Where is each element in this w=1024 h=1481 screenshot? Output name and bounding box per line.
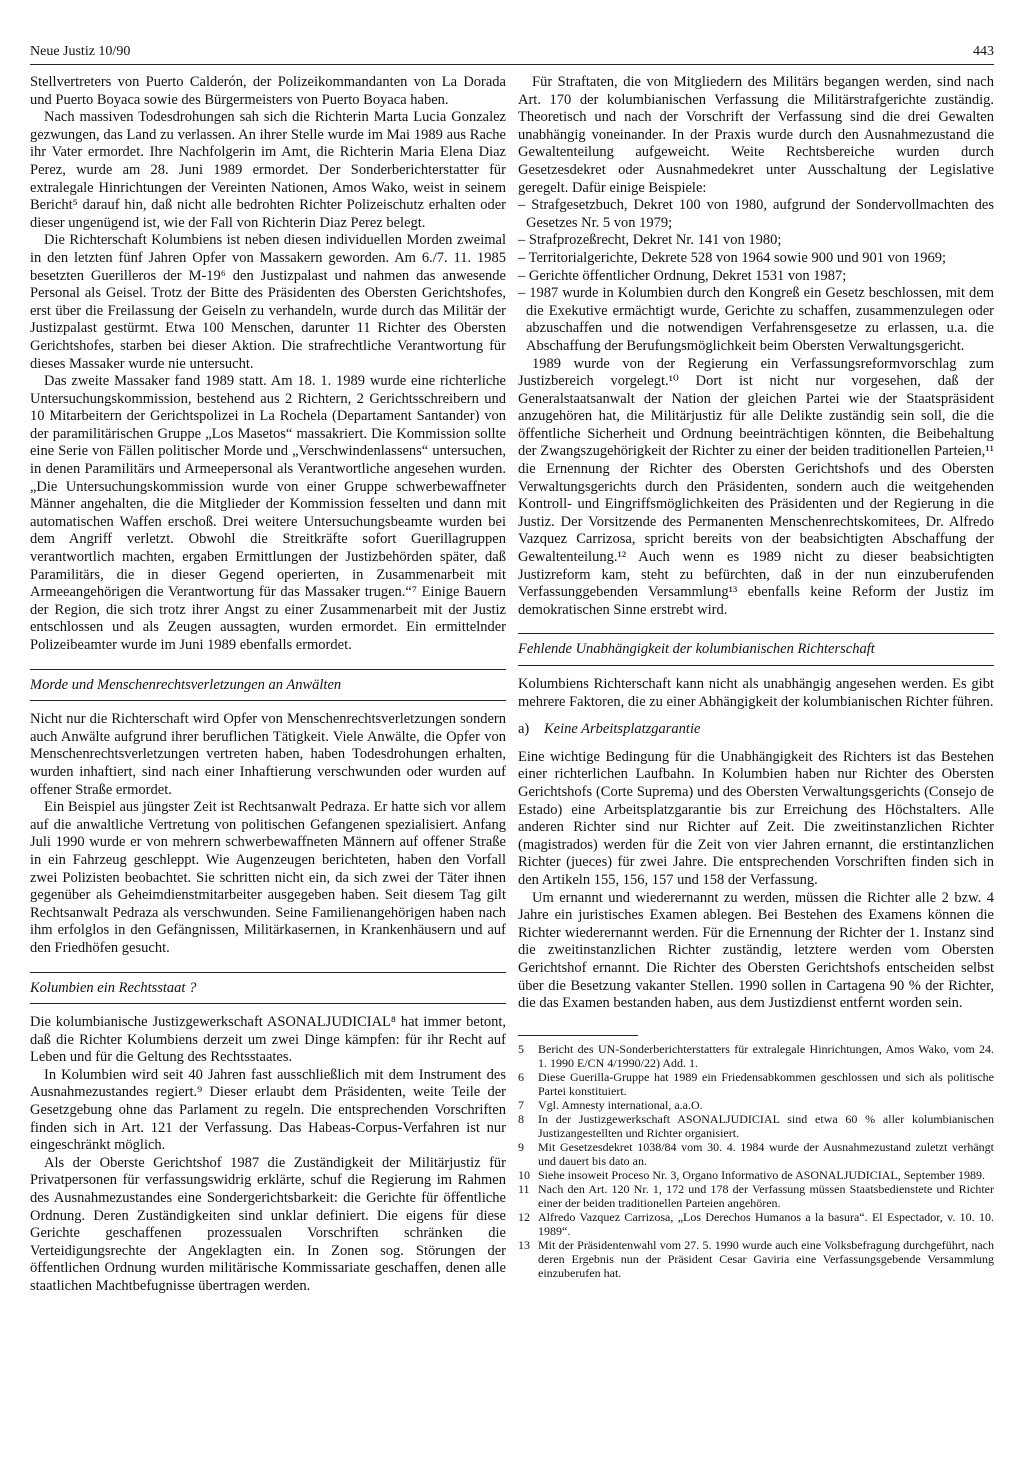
right-column [518, 74, 994, 1280]
footnote-number: 11 [518, 1181, 530, 1196]
footnote-number: 13 [518, 1237, 530, 1252]
footnote-text: Diese Guerilla-Gruppe hat 1989 ein Friedensabkommen geschlossen und sich als politische Partei konstituiert. [538, 1069, 994, 1098]
footnote-text: Siehe insoweit Proceso Nr. 3, Organo Informativo de ASONALJUDICIAL, September 1989. [538, 1167, 986, 1182]
subsection-label: a) [518, 721, 530, 738]
paragraph: Die Richterschaft Kolumbiens ist neben diesen individuellen Morden zweimal in den letzten fünf Jahren Opfer von Massakern geworden. Am 6./7. 11. 1985 besetzten Guerilleros der M-19⁶ den Justizpalast und nahmen das anwesende Personal als Geisel. Trotz der Bitte des Präsidenten des Obersten Gerichtshofes, erst über die Freilassung der Geiseln zu verhandeln, wurde durch das Militär der Justizpalast gestürmt. Etwa 100 Menschen, darunter 11 Richter des Obersten Gerichtshofes, starben bei dieser Aktion. Die strafrechtliche Verantwortung für dieses Massaker wurde nie untersucht. [30, 232, 506, 372]
paragraph: 1989 wurde von der Regierung ein Verfassungsreformvorschlag zum Justizbereich vorgelegt.¹⁰ Dort ist nicht nur vorgesehen, daß der Generalstaatsanwalt der Nation der gleichen Partei wie der Staatspräsident anzugehören hat, die Militärjustiz für alle Delikte zuständig sein soll, die die öffentliche Sicherheit und Ordnung beeinträchtigen könnten, die Beibehaltung der Zwangszugehörigkeit der Richter zu einer der beiden traditionellen Parteien,¹¹ die Ernennung der Richter des Obersten Gerichtshofs und des Obersten Verwaltungsgerichts durch den Präsidenten, sondern auch die weitgehenden Kontroll- und Eingriffsmöglichkeiten des Präsidenten und der Regierung in die Justiz. Der Vorsitzende des Permanenten Menschenrechtskomitees, Dr. Alfredo Vazquez Carrizosa, spricht bereits von der beabsichtigten Abschaffung der Gewaltenteilung.¹² Auch wenn es 1989 nicht zu dieser beabsichtigten Justizreform kam, steht zu befürchten, daß in der nun einzuberufenden Verfassunggebenden Versammlung¹³ ebenfalls keine Reform der Justiz im demokratischen Sinne erstrebt wird. [518, 355, 994, 618]
paragraph: Um ernannt und wiederernannt zu werden, müssen die Richter alle 2 bzw. 4 Jahre ein juristisches Examen ablegen. Bei Bestehen des Examens können die Richter wiederernannt werden. Für die Ernennung der Richter der 1. Instanz sind die zweitinstanzlichen Richter zuständig, letztere werden vom Obersten Gerichtshof ernannt. Die Richter des Obersten Gerichtshofs entscheiden selbst über die Besetzung vakanter Stellen. 1990 sollen in Cartagena 90 % der Richter, die das Examen bestanden haben, aus dem Justizdienst entfernt worden sein. [518, 889, 994, 1012]
paragraph: Ein Beispiel aus jüngster Zeit ist Rechtsanwalt Pedraza. Er hatte sich vor allem auf die anwaltliche Vertretung von politischen Gefangenen spezialisiert. Anfang Juli 1990 wurde er von mehrern schwerbewaffneten Männern auf offener Straße in ein Fahrzeug geschleppt. Wie Augenzeugen berichteten, haben den Vorfall zwei Polizisten beobachtet. Sie schritten nicht ein, da sich zwei der Täter ihnen gegenüber als Geheimdienstmitarbeiter ausgegeben haben. Seit diesem Tag gilt Rechtsanwalt Pedraza als verschwunden. Seine Familienangehörigen haben nach ihm erfolglos in den Gefängnissen, Militärkasernen, in Krankenhäusern und auf den Friedhöfen gesucht. [30, 799, 506, 956]
page-number: 443 [973, 44, 994, 59]
paragraph: Nach massiven Todesdrohungen sah sich die Richterin Marta Lucia Gonzalez gezwungen, das Land zu verlassen. An ihrer Stelle wurde im Mai 1989 aus Rache ihr Vater ermordet. Ihre Nachfolgerin im Amt, die Richterin Maria Elena Diaz Perez, wurde am 28. Juni 1989 ermordet. Der Sonderberichterstatter für extralegale Hinrichtungen der Vereinten Nationen, Amos Wako, weist in seinem Bericht⁵ darauf hin, daß nicht alle bedrohten Richter Polizeischutz erhalten oder dieser ungenügend ist, wie der Fall von Richterin Diaz Perez belegt. [30, 109, 506, 231]
footnote-rule [518, 1035, 638, 1036]
paragraph: Kolumbiens Richterschaft kann nicht als unabhängig angesehen werden. Es gibt mehrere Faktoren, die zu einer Abhängigkeit der kolumbianischen Richter führen. [518, 676, 994, 710]
decree-list [518, 197, 994, 355]
paragraph: Die kolumbianische Justizgewerkschaft ASONALJUDICIAL⁸ hat immer betont, daß die Richter Kolumbiens derzeit um zwei Dinge kämpfen: für ihr Recht auf Leben und für die Geltung des Rechtsstaates. [30, 1014, 506, 1066]
subsection-title: Keine Arbeitsplatzgarantie [544, 721, 701, 738]
footnote-text: In der Justizgewerkschaft ASONALJUDICIAL sind etwa 60 % aller kolumbianischen Justizangestellten und Richter organisiert. [538, 1111, 994, 1140]
footnote-text: Nach den Art. 120 Nr. 1, 172 und 178 der Verfassung müssen Staatsbedienstete und Richter einer der beiden traditionellen Parteien angehören. [538, 1181, 994, 1210]
header-rule [30, 64, 994, 65]
footnote-number: 8 [518, 1111, 524, 1126]
list-item: – Territorialgerichte, Dekrete 528 von 1964 sowie 900 und 901 von 1969; [518, 249, 946, 266]
paragraph: Eine wichtige Bedingung für die Unabhängigkeit des Richters ist das Bestehen einer richterlichen Laufbahn. In Kolumbien haben nur Richter des Obersten Gerichtshofs (Corte Suprema) und des Obersten Verwaltungsgerichts (Consejo de Estado) eine Arbeitsplatzgarantie bis zur Erreichung des Höchstalters. Alle anderen Richter sind nur Richter auf Zeit. Die zweitinstanzlichen Richter (magistrados) werden für die Zeit von vier Jahren ernannt, die erstintanzlichen Richter (jueces) für zwei Jahre. Die entsprechenden Vorschriften finden sich in den Artikeln 155, 156, 157 und 158 der Verfassung. [518, 748, 994, 888]
list-item: – Strafgesetzbuch, Dekret 100 von 1980, aufgrund der Sondervollmachten des Gesetzes Nr. 5 von 1979; [518, 197, 994, 231]
list-item: – Gerichte öffentlicher Ordnung, Dekret 1531 von 1987; [518, 267, 847, 284]
section-heading: Fehlende Unabhängigkeit der kolumbianischen Richterschaft [518, 633, 994, 666]
footnote [518, 1238, 994, 1280]
paragraph: Nicht nur die Richterschaft wird Opfer von Menschenrechtsverletzungen sondern auch Anwälte aufgrund ihrer beruflichen Tätigkeit. Viele Anwälte, die Opfer von Menschenrechtsverletzungen vertreten haben, haben Todesdrohungen erhalten, wurden inhaftiert, sind nach einer Inhaftierung verschwunden oder wurden auf offener Straße ermordet. [30, 711, 506, 798]
footnote-number: 12 [518, 1209, 530, 1224]
footnote [518, 1098, 994, 1112]
footnote [518, 1112, 994, 1140]
footnote-text: Bericht des UN-Sonderberichterstatters für extralegale Hinrichtungen, Amos Wako, vom 24. 1. 1990 E/CN 4/1990/22) Add. 1. [538, 1041, 994, 1070]
footnotes [518, 1042, 994, 1280]
footnote [518, 1070, 994, 1098]
journal-issue: Neue Justiz 10/90 [30, 44, 131, 59]
list-item: – 1987 wurde in Kolumbien durch den Kongreß ein Gesetz beschlossen, mit dem die Exekutive ermächtigt wurde, Gerichte zu schaffen, zusammenzulegen oder abzuschaffen und die notwendigen Verfahrensgesetze zu erlassen, u.a. die Abschaffung der Berufungsmöglichkeit beim Obersten Verwaltungsgericht. [518, 285, 994, 354]
footnote-number: 7 [518, 1097, 524, 1112]
paragraph: Als der Oberste Gerichtshof 1987 die Zuständigkeit der Militärjustiz für Privatpersonen für verfassungswidrig erklärte, schuf die Regierung im Rahmen des Ausnahmezustandes eine Sondergerichtsbarkeit: die Gerichte für öffentliche Ordnung. Deren Zuständigkeiten sind unklar definiert. Die eigens für diese Gerichte geschaffenen prozessualen Vorschriften schränken die Verteidigungsrechte der Angeklagten ein. In Zonen sog. Störungen der öffentlichen Ordnung wurden militärische Kommissariate geschaffen, denen alle staatlichen Machtbefugnisse übertragen werden. [30, 1154, 506, 1294]
footnote-number: 6 [518, 1069, 524, 1084]
footnote [518, 1140, 994, 1168]
footnote-number: 10 [518, 1167, 530, 1182]
paragraph: In Kolumbien wird seit 40 Jahren fast ausschließlich mit dem Instrument des Ausnahmezustandes regiert.⁹ Dieser erlaubt dem Präsidenten, weite Teile der Gesetzgebung ohne das Parlament zu regeln. Die entsprechenden Vorschriften finden sich in Art. 121 der Verfassung. Das Habeas-Corpus-Verfahren ist nur eingeschränkt möglich. [30, 1066, 506, 1154]
section-heading: Morde und Menschenrechtsverletzungen an Anwälten [30, 669, 506, 702]
footnote-text: Vgl. Amnesty international, a.a.O. [538, 1097, 703, 1112]
footnote-text: Mit Gesetzesdekret 1038/84 vom 30. 4. 1984 wurde der Ausnahmezustand zuletzt verhängt und dauert bis dato an. [538, 1139, 994, 1168]
paragraph: Das zweite Massaker fand 1989 statt. Am 18. 1. 1989 wurde eine richterliche Untersuchungskommission, bestehend aus 2 Richtern, 2 Gerichtsschreibern und 10 Mitarbeitern der Gerichtspolizei in La Rochela (Departament Santander) von der paramilitärischen Gruppe „Los Masetos“ massakriert. Die Kommission sollte eine Serie von Fällen politischer Morde und „Verschwindenlassens“ untersuchen, in denen Paramilitärs und Armeepersonal als Verantwortliche angesehen wurden. „Die Untersuchungskommission wurde von einer Gruppe schwerbewaffneter Männer angehalten, die die Mitglieder der Kommission fesselten und dann mit automatischen Waffen erschoß. Drei weitere Untersuchungsbeamte wurden bei dem Angriff verletzt. Obwohl die Streitkräfte sofort Guerillagruppen verantwortlich machten, ergaben Ermittlungen der Justizbehörden später, daß Paramilitärs, die in dieser Gegend operierten, in Zusammenarbeit mit Armeeangehörigen die Verantwortung für das Massaker trugen.“⁷ Einige Bauern der Region, die sich trotz ihrer Angst zu einer Zusammenarbeit mit der Justiz entschlossen und als Zeugen aussagten, wurden ermordet. Ein ermittelnder Polizeibeamter wurde im Juni 1989 ebenfalls ermordet. [30, 373, 506, 653]
footnote-number: 5 [518, 1041, 524, 1056]
paragraph: Stellvertreters von Puerto Calderón, der Polizeikommandanten von La Dorada und Puerto Boyaca sowie des Bürgermeisters von Puerto Boyaca haben. [30, 74, 506, 108]
footnote-text: Mit der Präsidentenwahl vom 27. 5. 1990 wurde auch eine Volksbefragung durchgeführt, nach deren Ergebnis nun der Präsident Cesar Gaviria eine Verfassungsgebende Versammlung einzuberufen hat. [538, 1237, 994, 1280]
footnote [518, 1182, 994, 1210]
footnote [518, 1042, 994, 1070]
footnote [518, 1210, 994, 1238]
subsection-heading [518, 721, 994, 739]
section-heading: Kolumbien ein Rechtsstaat ? [30, 972, 506, 1005]
footnote-text: Alfredo Vazquez Carrizosa, „Los Derechos Humanos a la basura“. El Espectador, v. 10. 10. 1989“. [538, 1209, 994, 1238]
footnote [518, 1168, 994, 1182]
page-header [30, 44, 994, 64]
left-column [30, 74, 506, 1296]
list-item: – Strafprozeßrecht, Dekret Nr. 141 von 1980; [518, 232, 782, 249]
paragraph: Für Straftaten, die von Mitgliedern des Militärs begangen werden, sind nach Art. 170 der kolumbianischen Verfassung die Militärstrafgerichte zuständig. Theoretisch und nach der Vorschrift der Verfassung sind die drei Gewalten unabhängig voneinander. In der Praxis wurde durch den Ausnahmezustand die Gewaltenteilung aufgeweicht. Weite Rechtsbereiche wurden durch Gesetzesdekret oder Ausnahmedekret unter Ausschaltung der Legislative geregelt. Dafür einige Beispiele: [518, 74, 994, 196]
footnote-number: 9 [518, 1139, 524, 1154]
